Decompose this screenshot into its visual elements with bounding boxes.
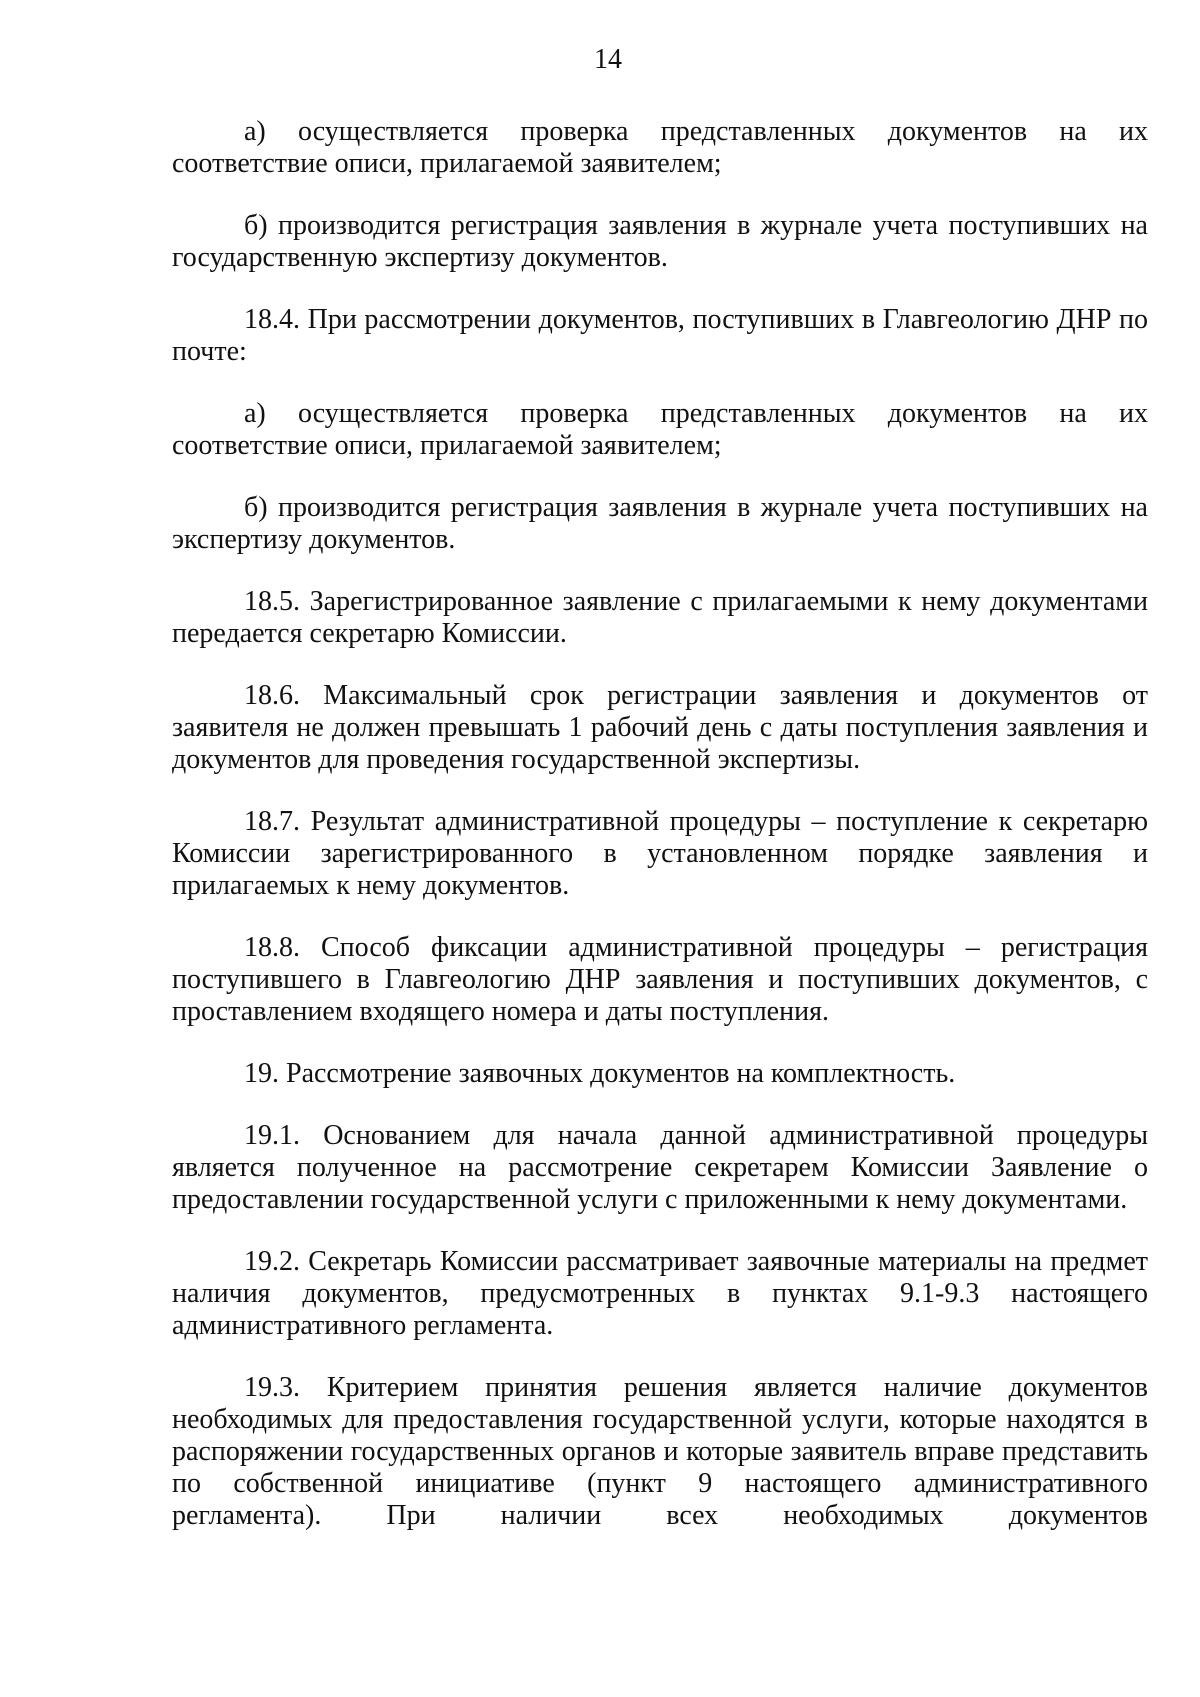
paragraph-18-8: 18.8. Способ фиксации административной процедуры – регистрация поступившего в Главгеологию ДНР заявления и поступивших документов, с проставлением входящего номера и даты поступления.: [172, 932, 1148, 1027]
paragraph-a-check-documents: а) осуществляется проверка представленных документов на их соответствие описи, прилагаемой заявителем;: [172, 116, 1148, 179]
paragraph-18-5: 18.5. Зарегистрированное заявление с прилагаемыми к нему документами передается секретарю Комиссии.: [172, 586, 1148, 649]
document-body: [172, 116, 1148, 1562]
paragraph-b-register-application-mail: б) производится регистрация заявления в журнале учета поступивших на экспертизу документов.: [172, 492, 1148, 555]
paragraph-a-check-documents-mail: а) осуществляется проверка представленных документов на их соответствие описи, прилагаемой заявителем;: [172, 398, 1148, 461]
paragraph-18-7: 18.7. Результат административной процедуры – поступление к секретарю Комиссии зарегистрированного в установленном порядке заявления и прилагаемых к нему документов.: [172, 806, 1148, 901]
page-number: 14: [594, 44, 622, 75]
paragraph-19-1: 19.1. Основанием для начала данной административной процедуры является полученное на рассмотрение секретарем Комиссии Заявление о предоставлении государственной услуги с приложенными к нему документами.: [172, 1120, 1148, 1215]
paragraph-18-4: 18.4. При рассмотрении документов, поступивших в Главгеологию ДНР по почте:: [172, 304, 1148, 367]
paragraph-19-3: 19.3. Критерием принятия решения является наличие документов необходимых для предоставления государственной услуги, которые находятся в распоряжении государственных органов и которые заявитель вправе представить по собственной инициативе (пункт 9 настоящего административного регламента). При наличии всех необходимых документов: [172, 1372, 1148, 1531]
paragraph-19-2: 19.2. Секретарь Комиссии рассматривает заявочные материалы на предмет наличия документов, предусмотренных в пунктах 9.1-9.3 настоящего административного регламента.: [172, 1246, 1148, 1341]
paragraph-b-register-application: б) производится регистрация заявления в журнале учета поступивших на государственную экспертизу документов.: [172, 210, 1148, 273]
paragraph-19: 19. Рассмотрение заявочных документов на комплектность.: [244, 1058, 956, 1089]
paragraph-18-6: 18.6. Максимальный срок регистрации заявления и документов от заявителя не должен превышать 1 рабочий день с даты поступления заявления и документов для проведения государственной экспертизы.: [172, 680, 1148, 775]
